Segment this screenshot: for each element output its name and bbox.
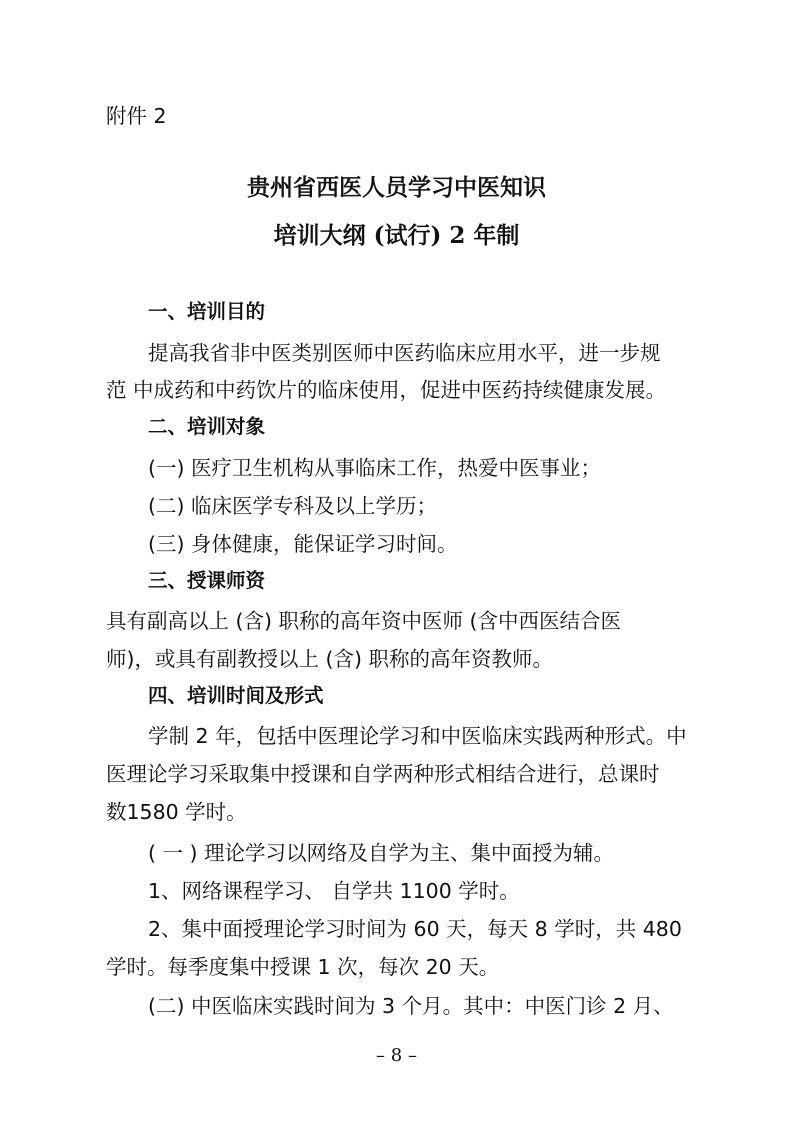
document-title-line1: 贵州省西医人员学习中医知识 <box>247 174 546 201</box>
paragraph-line: 学制 2 年，包括中医理论学习和中医临床实践两种形式。中 <box>148 724 687 748</box>
paragraph-line: 数1580 学时。 <box>106 800 247 824</box>
paragraph-line: ( 一 ) 理论学习以网络及自学为主、集中面授为辅。 <box>148 841 615 865</box>
paragraph-line: 提高我省非中医类别医师中医药临床应用水平，进一步规 <box>148 341 661 365</box>
paragraph-line: 具有副高以上 (含) 职称的高年资中医师 (含中西医结合医 <box>106 609 622 633</box>
section-heading-teacher: 三、授课师资 <box>148 569 266 592</box>
paragraph-line: 师)，或具有副教授以上 (含) 职称的高年资教师。 <box>106 647 554 671</box>
list-item: (二) 临床医学专科及以上学历； <box>148 494 438 518</box>
list-item: (三) 身体健康，能保证学习时间。 <box>148 532 458 556</box>
paragraph-line: 2、集中面授理论学习时间为 60 天，每天 8 学时，共 480 <box>148 917 682 941</box>
paragraph-line: (二) 中医临床实践时间为 3 个月。其中：中医门诊 2 月、 <box>148 994 674 1018</box>
list-item: (一) 医疗卫生机构从事临床工作，热爱中医事业； <box>148 456 602 480</box>
document-title-line2: 培训大纲 (试行) 2 年制 <box>273 222 520 249</box>
section-heading-target: 二、培训对象 <box>148 415 266 438</box>
paragraph-line: 范 中成药和中药饮片的临床使用，促进中医药持续健康发展。 <box>106 378 667 402</box>
attachment-label: 附件 2 <box>106 104 167 128</box>
page-number: – 8 – <box>376 1045 417 1066</box>
section-heading-time: 四、培训时间及形式 <box>148 684 324 707</box>
paragraph-line: 医理论学习采取集中授课和自学两种形式相结合进行，总课时 <box>106 762 660 786</box>
paragraph-line: 学时。每季度集中授课 1 次，每次 20 天。 <box>106 955 500 979</box>
section-heading-purpose: 一、培训目的 <box>148 300 266 323</box>
paragraph-line: 1、网络课程学习、 自学共 1100 学时。 <box>148 879 520 903</box>
